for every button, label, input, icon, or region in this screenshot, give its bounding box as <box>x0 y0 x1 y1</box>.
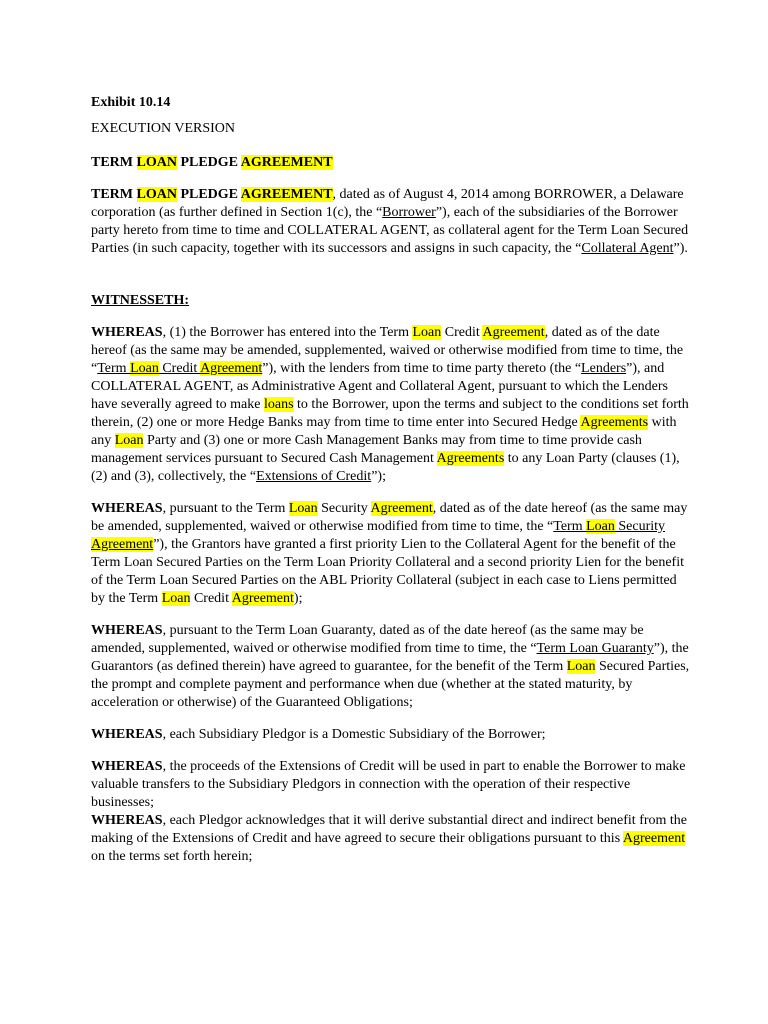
highlighted-term: Agreement <box>91 537 154 552</box>
highlighted-term: Agreement <box>482 325 545 340</box>
highlighted-term: Agreement <box>370 501 433 516</box>
highlighted-term: Agreements <box>436 451 505 466</box>
whereas-paragraph-4 <box>91 726 691 744</box>
text-run: ”), and COLLATERAL AGENT, as Administrative Agent and Collateral Agent, pursuant to which the Lenders have severally agreed to make <box>91 361 669 412</box>
text-run: ”), the Grantors have granted a first priority Lien to the Collateral Agent for the benefit of the Term Loan Secured Parties on the Term Loan Priority Collateral and a second priority Lien for the benefit of the Term Loan Secured Parties on the ABL Priority Collateral (subject in each case to Liens permitted by the Term <box>91 537 684 606</box>
text-run: Credit <box>441 325 483 340</box>
highlighted-term: Agreement <box>200 361 263 376</box>
defined-term: Security <box>614 519 666 534</box>
text-run: ”), each of the subsidiaries of the Borrower party hereto from time to time and COLLATERAL AGENT, as collateral agent for the Term Loan Secured Parties (in such capacity, together with its successors and assigns in such capacity, the “ <box>91 205 689 256</box>
text-run: Credit <box>190 591 232 606</box>
text-run: on the terms set forth herein; <box>91 849 253 864</box>
highlighted-term: Loan <box>288 501 318 516</box>
title-word-highlighted: LOAN <box>136 155 177 170</box>
text-run: , dated as of August 4, 2014 among BORROWER, a Delaware corporation (as further defined in Section 1(c), the “ <box>91 187 684 220</box>
text-run: , (1) the Borrower has entered into the Term <box>162 325 413 340</box>
highlighted-term: loans <box>263 397 294 412</box>
highlighted-term: Agreement <box>231 591 294 606</box>
text-run: , each Subsidiary Pledgor is a Domestic Subsidiary of the Borrower; <box>162 727 546 742</box>
bold-term: WHEREAS <box>91 501 163 516</box>
bold-term: WHEREAS <box>91 623 163 638</box>
title-word-highlighted: AGREEMENT <box>240 155 333 170</box>
whereas-paragraph-1 <box>91 324 691 486</box>
text-run: , the proceeds of the Extensions of Credit will be used in part to enable the Borrower to make valuable transfers to the Subsidiary Pledgors in connection with the operation of their respective businesses; <box>91 759 686 810</box>
text-run: ”), the Guarantors (as defined therein) have agreed to guarantee, for the benefit of the Term <box>91 641 689 674</box>
whereas-paragraph-2 <box>91 500 691 608</box>
title-word: TERM <box>91 155 137 170</box>
highlighted-term: Agreements <box>580 415 649 430</box>
document-title <box>91 154 691 172</box>
highlighted-term: Loan <box>130 361 159 376</box>
text-run: ); <box>293 591 303 606</box>
highlighted-term: Loan <box>566 659 596 674</box>
text-run: Security <box>317 501 371 516</box>
document-body <box>91 94 691 866</box>
bold-term: WHEREAS <box>91 727 163 742</box>
highlighted-term: AGREEMENT <box>240 187 333 202</box>
defined-term: Credit <box>158 361 201 376</box>
text-run: , pursuant to the Term Loan Guaranty, dated as of the date hereof (as the same may be amended, supplemented, waived or otherwise modified from time to time, the “ <box>91 623 644 656</box>
bold-term: WHEREAS <box>91 813 163 828</box>
version-label: EXECUTION VERSION <box>91 121 236 136</box>
highlighted-term: Loan <box>412 325 442 340</box>
text-run: ”), with the lenders from time to time party thereto (the “ <box>262 361 582 376</box>
defined-term: Borrower <box>382 205 436 220</box>
text-run: , dated as of the date hereof (as the same may be amended, supplemented, waived or otherwise modified from time to time, the “ <box>91 325 684 376</box>
bold-term: TERM <box>91 187 137 202</box>
text-run: Secured Parties, the prompt and complete payment and performance when due (whether at the stated maturity, by acceleration or otherwise) of the Guaranteed Obligations; <box>91 659 690 710</box>
highlighted-term: Loan <box>586 519 615 534</box>
bold-term: WHEREAS <box>91 325 163 340</box>
highlighted-term: LOAN <box>136 187 177 202</box>
text-run: with any <box>91 415 677 448</box>
title-word: PLEDGE <box>176 155 241 170</box>
text-run: , pursuant to the Term <box>162 501 289 516</box>
defined-term: Extensions of Credit <box>256 469 372 484</box>
defined-term: Lenders <box>581 361 627 376</box>
bold-term: WHEREAS <box>91 759 163 774</box>
whereas-paragraph-5 <box>91 758 691 812</box>
defined-term: Term <box>97 361 131 376</box>
text-run: to any Loan Party (clauses (1), (2) and (3), collectively, the “ <box>91 451 680 484</box>
text-run: Party and (3) one or more Cash Management Banks may from time to time provide cash management services pursuant to Secured Cash Management <box>91 433 642 466</box>
text-run: ”). <box>673 241 688 256</box>
highlighted-term: Agreement <box>622 831 686 846</box>
defined-term: Collateral Agent <box>581 241 674 256</box>
text-run: , each Pledgor acknowledges that it will derive substantial direct and indirect benefit from the making of the Extensions of Credit and have agreed to secure their obligations pursuant to this <box>91 813 688 846</box>
highlighted-term: Loan <box>161 591 191 606</box>
text-run: , dated as of the date hereof (as the same may be amended, supplemented, waived or otherwise modified from time to time, the “ <box>91 501 688 534</box>
defined-term: Term <box>553 519 587 534</box>
text-run: ”); <box>371 469 386 484</box>
text-run: to the Borrower, upon the terms and subject to the conditions set forth therein, (2) one or more Hedge Banks may from time to time enter into Secured Hedge <box>91 397 689 430</box>
whereas-paragraph-6 <box>91 812 691 866</box>
exhibit-number: Exhibit 10.14 <box>91 95 171 110</box>
intro-paragraph <box>91 186 691 258</box>
defined-term: Term Loan Guaranty <box>536 641 654 656</box>
highlighted-term: Loan <box>114 433 144 448</box>
bold-term: PLEDGE <box>176 187 241 202</box>
witnesseth-heading: WITNESSETH: <box>91 293 190 308</box>
whereas-paragraph-3 <box>91 622 691 712</box>
